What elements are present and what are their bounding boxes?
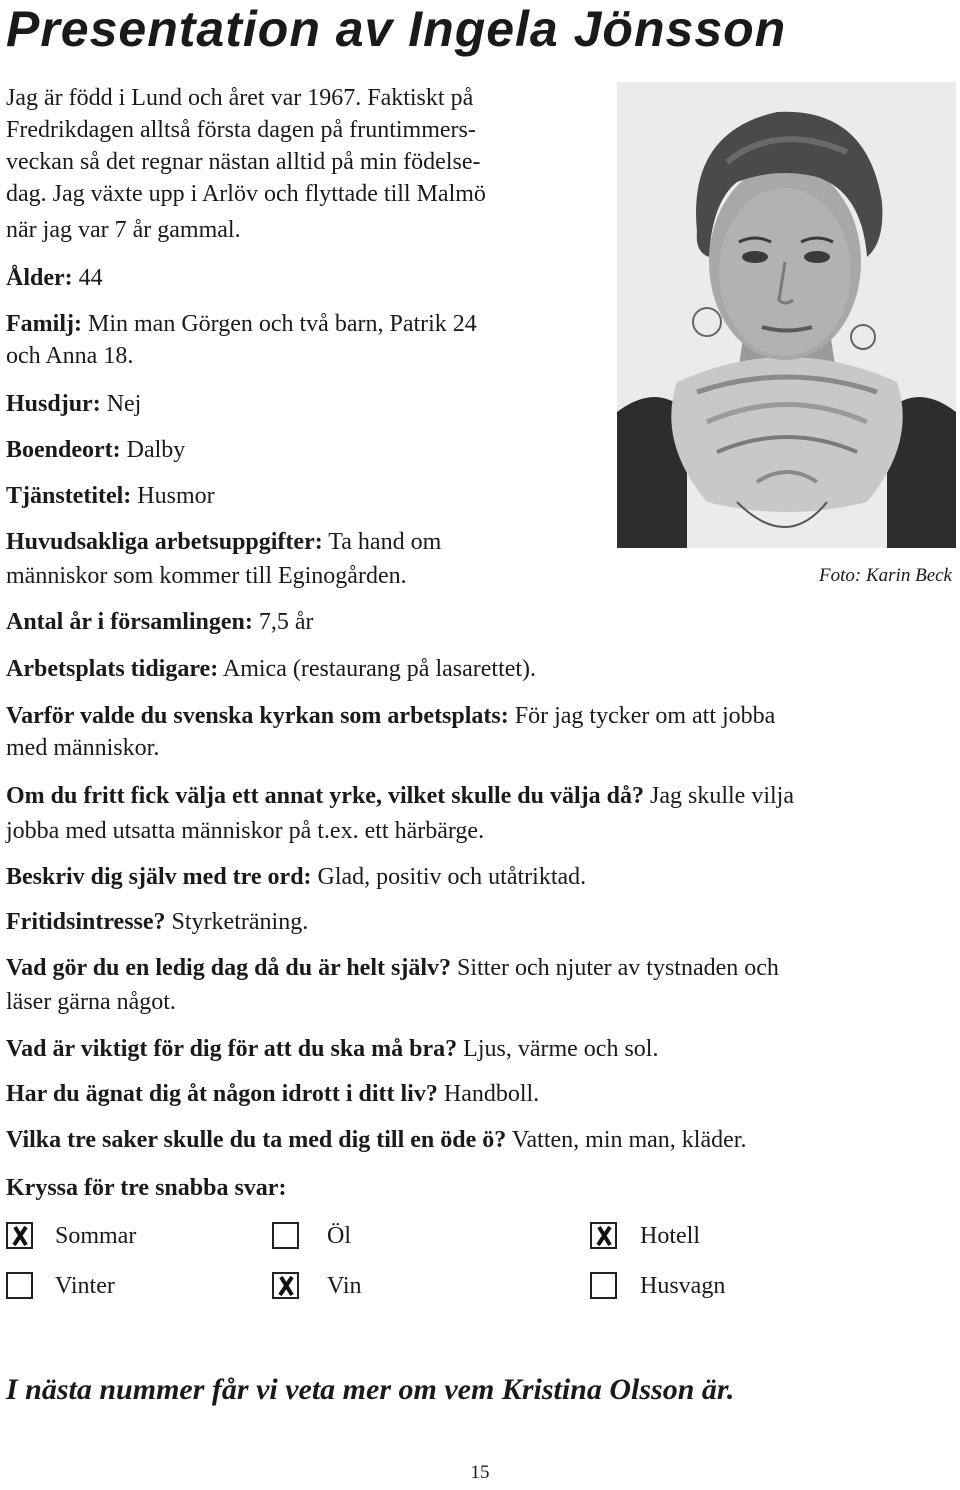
field-value: Ljus, värme och sol. (457, 1036, 659, 1062)
field-tre-ord (6, 861, 586, 893)
intro-line: veckan så det regnar nästan alltid på min födelse- (6, 149, 481, 175)
check-mark-icon (274, 1274, 297, 1297)
field-familj (6, 308, 477, 340)
field-value: Vatten, min man, kläder. (506, 1127, 747, 1153)
field-varfor-cont: med människor. (6, 735, 160, 761)
field-value: Sitter och njuter av tystnaden och (451, 955, 779, 981)
option-label: Hotell (640, 1223, 700, 1249)
field-ode-o (6, 1124, 746, 1156)
check-mark-icon (8, 1224, 31, 1247)
field-ledig-dag (6, 952, 779, 984)
field-label: Beskriv dig själv med tre ord: (6, 864, 312, 890)
field-value: För jag tycker om att jobba (508, 703, 776, 729)
field-label: Boendeort: (6, 437, 121, 463)
checkbox-ol[interactable] (272, 1222, 299, 1249)
field-familj-cont: och Anna 18. (6, 343, 134, 369)
field-label: Vad gör du en ledig dag då du är helt själv? (6, 955, 451, 981)
field-label: Arbetsplats tidigare: (6, 656, 219, 682)
field-label: Varför valde du svenska kyrkan som arbetsplats: (6, 703, 509, 729)
field-antal-ar (6, 606, 314, 638)
field-label: Tjänstetitel: (6, 483, 132, 509)
field-label: Huvudsakliga arbetsuppgifter: (6, 529, 323, 555)
intro-line: Fredrikdagen alltså första dagen på fruntimmers- (6, 117, 476, 143)
option-label: Öl (327, 1223, 351, 1249)
field-annat-yrke-cont: jobba med utsatta människor på t.ex. ett härbärge. (6, 818, 485, 844)
checkbox-hotell[interactable] (590, 1222, 617, 1249)
field-alder (6, 262, 103, 294)
photo-credit: Foto: Karin Beck (819, 565, 952, 586)
field-value: Glad, positiv och utåtriktad. (311, 864, 587, 890)
field-arbetsuppgifter-cont: människor som kommer till Eginogården. (6, 563, 407, 589)
field-value: Amica (restaurang på lasarettet). (218, 656, 537, 682)
intro-line: dag. Jag växte upp i Arlöv och flyttade till Malmö (6, 181, 486, 207)
field-idrott (6, 1078, 539, 1110)
page-number: 15 (470, 1462, 490, 1483)
field-value: Min man Görgen och två barn, Patrik 24 (81, 311, 477, 337)
intro-line: Jag är född i Lund och året var 1967. Faktiskt på (6, 85, 474, 111)
quick-heading-label: Kryssa för tre snabba svar: (6, 1175, 287, 1201)
checkbox-vinter[interactable] (6, 1272, 33, 1299)
field-arbetsplats (6, 653, 536, 685)
field-value: Husmor (131, 483, 215, 509)
option-label: Vinter (55, 1273, 115, 1299)
checkbox-vin[interactable] (272, 1272, 299, 1299)
field-label: Vilka tre saker skulle du ta med dig till en öde ö? (6, 1127, 507, 1153)
field-ledig-dag-cont: läser gärna något. (6, 989, 176, 1015)
field-tjanstetitel (6, 480, 215, 512)
field-fritid (6, 906, 308, 938)
field-ma-bra (6, 1033, 658, 1065)
field-label: Har du ägnat dig åt någon idrott i ditt liv? (6, 1081, 438, 1107)
field-boendeort (6, 434, 185, 466)
field-label: Husdjur: (6, 391, 101, 417)
field-value: Jag skulle vilja (644, 783, 794, 809)
field-annat-yrke (6, 780, 794, 812)
field-label: Ålder: (6, 265, 73, 291)
field-label: Antal år i församlingen: (6, 609, 253, 635)
field-value: Ta hand om (322, 529, 442, 555)
option-label: Vin (327, 1273, 362, 1299)
field-husdjur (6, 388, 141, 420)
field-label: Vad är viktigt för dig för att du ska må bra? (6, 1036, 458, 1062)
option-label: Husvagn (640, 1273, 726, 1299)
quick-heading (6, 1172, 286, 1204)
field-value: 44 (72, 265, 103, 291)
field-label: Om du fritt fick välja ett annat yrke, vilket skulle du välja då? (6, 783, 645, 809)
field-value: Handboll. (437, 1081, 540, 1107)
checkbox-sommar[interactable] (6, 1222, 33, 1249)
field-value: Styrketräning. (165, 909, 309, 935)
field-value: Dalby (120, 437, 186, 463)
field-varfor (6, 700, 775, 732)
option-label: Sommar (55, 1223, 137, 1249)
intro-line: när jag var 7 år gammal. (6, 217, 241, 243)
check-mark-icon (592, 1224, 615, 1247)
portrait-illustration (617, 82, 956, 548)
field-arbetsuppgifter (6, 526, 441, 558)
field-value: Nej (100, 391, 142, 417)
field-value: 7,5 år (252, 609, 314, 635)
next-issue-teaser: I nästa nummer får vi veta mer om vem Kristina Olsson är. (6, 1373, 735, 1406)
field-label: Familj: (6, 311, 82, 337)
portrait-photo (617, 82, 956, 548)
page-title: Presentation av Ingela Jönsson (6, 1, 787, 57)
field-label: Fritidsintresse? (6, 909, 166, 935)
checkbox-husvagn[interactable] (590, 1272, 617, 1299)
